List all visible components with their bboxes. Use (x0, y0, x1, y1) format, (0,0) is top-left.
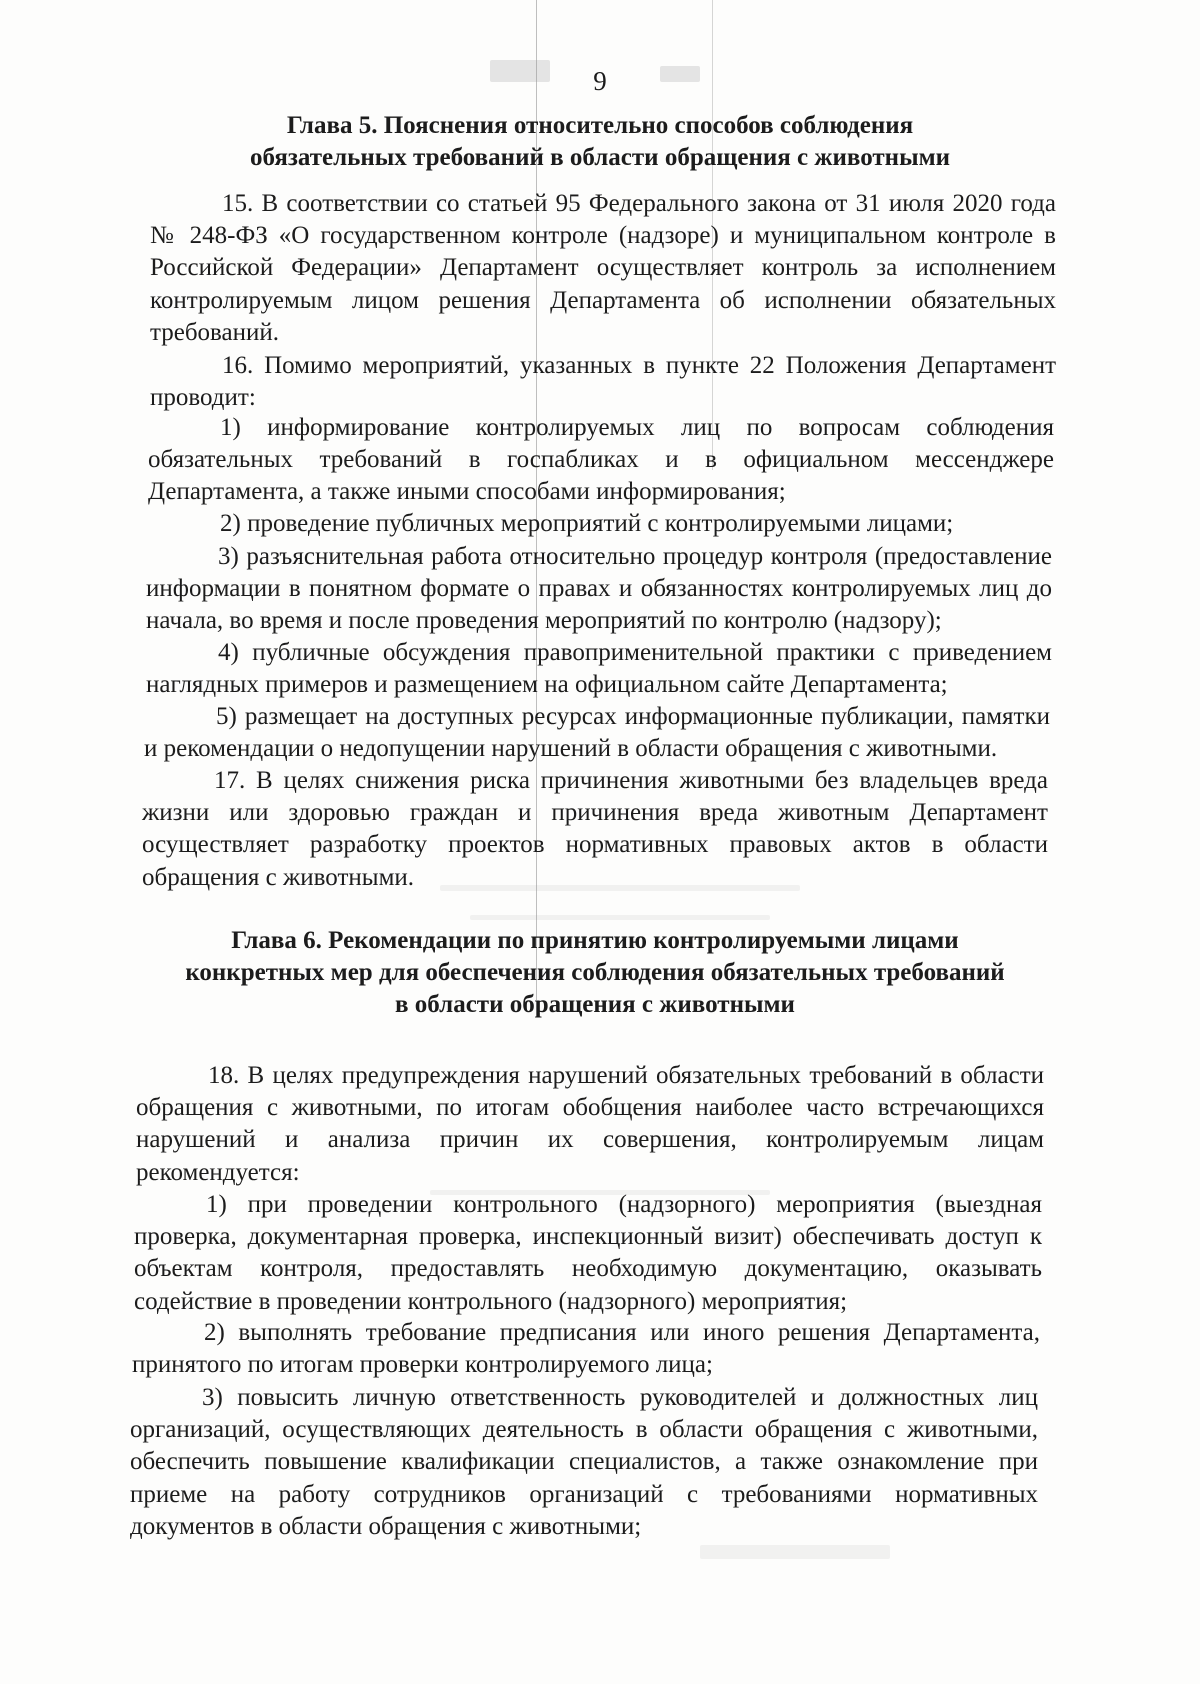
list-item: 2) выполнять требование предписания или иного решения Департамента, принятого по итогам проверки контролируемого лица; (132, 1319, 1040, 1379)
list-item: 5) размещает на доступных ресурсах информационные публикации, памятки и рекомендации о недопущении нарушений в области обращения с животными. (144, 703, 1050, 763)
chapter-title-line: обязательных требований в области обращения с животными (249, 144, 951, 171)
paragraph-16: 16. Помимо мероприятий, указанных в пункте 22 Положения Департамент проводит: (150, 352, 1056, 412)
list-item: 3) разъяснительная работа относительно процедур контроля (предоставление информации в понятном формате о правах и обязанностях контролируемых лиц до начала, во время и после проведения мероприятий по контролю (надзору); (146, 543, 1052, 635)
scan-noise (700, 1545, 890, 1559)
scan-noise (470, 915, 770, 920)
list-item: 1) информирование контролируемых лиц по вопросам соблюдения обязательных требований в госпабликах и в официальном мессенджере Департамента, а также иными способами информирования; (148, 414, 1054, 506)
chapter-title-line: Глава 6. Рекомендации по принятию контролируемыми лицами (231, 927, 959, 954)
paragraph-18: 18. В целях предупреждения нарушений обязательных требований в области обращения с животными, по итогам обобщения наиболее часто встречающихся нарушений и анализа причин их совершения, контролируемым лицам рекомендуется: (136, 1062, 1044, 1186)
chapter-title-line: Глава 5. Пояснения относительно способов соблюдения (286, 112, 914, 139)
list-item: 1) при проведении контрольного (надзорного) мероприятия (выездная проверка, документарная проверка, инспекционный визит) обеспечивать доступ к объектам контроля, предоставлять необходимую документацию, оказывать содействие в проведении контрольного (надзорного) мероприятия; (134, 1191, 1042, 1315)
chapter-title-line: конкретных мер для обеспечения соблюдения обязательных требований (185, 959, 1005, 986)
list-item: 2) проведение публичных мероприятий с контролируемыми лицами; (220, 510, 954, 537)
list-item: 4) публичные обсуждения правоприменительной практики с приведением наглядных примеров и размещением на официальном сайте Департамента; (146, 639, 1052, 699)
chapter-5-title (150, 110, 1050, 174)
page-number: 9 (593, 66, 607, 96)
paragraph-17: 17. В целях снижения риска причинения животными без владельцев вреда жизни или здоровью граждан и причинения вреда животным Департамент осуществляет разработку проектов нормативных правовых актов в области обращения с животными. (142, 767, 1048, 891)
chapter-6-title (130, 925, 1060, 1021)
chapter-title-line: в области обращения с животными (395, 991, 795, 1018)
list-item: 3) повысить личную ответственность руководителей и должностных лиц организаций, осуществляющих деятельность в области обращения с животными, обеспечить повышение квалификации специалистов, а также ознакомление при приеме на работу сотрудников организаций с требованиями нормативных документов в области обращения с животными; (130, 1384, 1038, 1540)
paragraph-15: 15. В соответствии со статьей 95 Федерального закона от 31 июля 2020 года № 248-ФЗ «О государственном контроле (надзоре) и муниципальном контроле в Российской Федерации» Департамент осуществляет контроль за исполнением контролируемым лицом решения Департамента об исполнении обязательных требований. (150, 190, 1056, 346)
